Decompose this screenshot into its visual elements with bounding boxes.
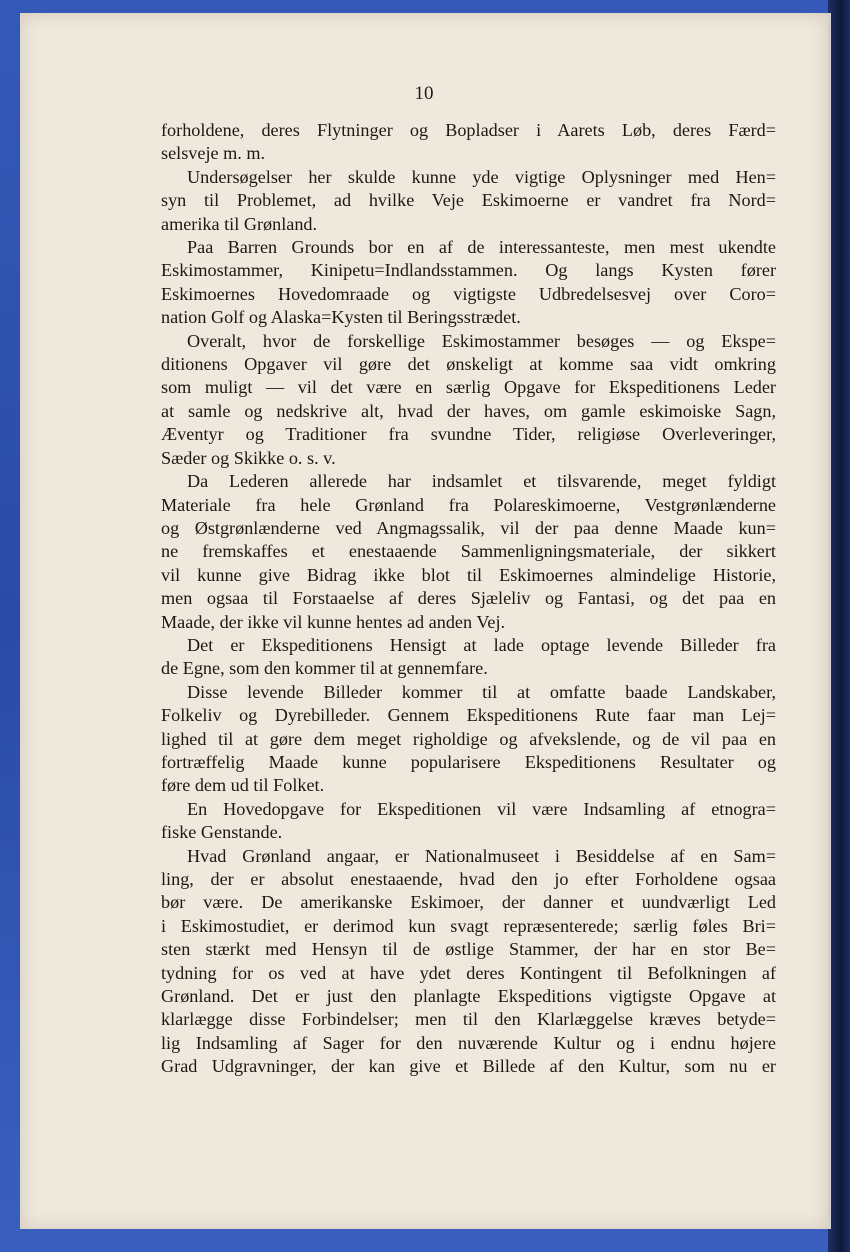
text-line: lighed til at gøre dem meget righoldige og afvekslende, og de vil paa en <box>161 728 776 749</box>
text-line: som muligt — vil det være en særlig Opgave for Ekspeditionens Leder <box>161 377 776 398</box>
paragraph <box>161 330 776 470</box>
text-line: ditionens Opgaver vil gøre det ønskeligt at komme saa vidt omkring <box>161 354 776 375</box>
text-line: Overalt, hvor de forskellige Eskimostammer besøges — og Ekspe= <box>187 330 776 351</box>
text-line: nation Golf og Alaska=Kysten til Beringsstrædet. <box>161 307 521 328</box>
book-spine <box>828 0 850 1252</box>
text-line: sten stærkt med Hensyn til de østlige Stammer, der har en stor Be= <box>161 939 776 960</box>
text-line: selsveje m. m. <box>161 143 266 164</box>
text-line: Æventyr og Traditioner fra svundne Tider, religiøse Overleveringer, <box>161 424 776 445</box>
text-line: vil kunne give Bidrag ikke blot til Eskimoernes almindelige Historie, <box>161 564 776 585</box>
body-text <box>161 119 776 1079</box>
text-line: Disse levende Billeder kommer til at omfatte baade Landskaber, <box>187 681 776 702</box>
text-line: de Egne, som den kommer til at gennemfare. <box>161 658 488 679</box>
paragraph <box>161 119 776 166</box>
text-line: ling, der er absolut enestaaende, hvad den jo efter Forholdene ogsaa <box>161 869 776 889</box>
text-line: og Østgrønlænderne ved Angmagssalik, vil der paa denne Maade kun= <box>161 517 776 538</box>
paragraph <box>161 845 776 1079</box>
text-line: Hvad Grønland angaar, er Nationalmuseet i Besiddelse af en Sam= <box>187 845 776 866</box>
text-line: Grad Udgravninger, der kan give et Billede af den Kultur, som nu er <box>161 1056 776 1077</box>
text-line: lig Indsamling af Sager for den nuværende Kultur og i endnu højere <box>161 1032 776 1053</box>
text-line: forholdene, deres Flytninger og Bopladser i Aarets Løb, deres Færd= <box>161 120 776 140</box>
paragraph <box>161 470 776 634</box>
text-line: Maade, der ikke vil kunne hentes ad anden Vej. <box>161 611 506 632</box>
paragraph <box>161 166 776 236</box>
text-line: syn til Problemet, ad hvilke Veje Eskimoerne er vandret fra Nord= <box>161 190 776 211</box>
text-line: føre dem ud til Folket. <box>161 775 325 796</box>
text-line: Grønland. Det er just den planlagte Ekspeditions vigtigste Opgave at <box>161 986 776 1007</box>
text-line: Materiale fra hele Grønland fra Polareskimoerne, Vestgrønlænderne <box>161 494 776 515</box>
paragraph <box>161 798 776 845</box>
text-line: Da Lederen allerede har indsamlet et tilsvarende, meget fyldigt <box>187 471 776 492</box>
text-line: ne fremskaffes et enestaaende Sammenligningsmateriale, der sikkert <box>161 541 776 562</box>
text-line: Sæder og Skikke o. s. v. <box>161 447 336 468</box>
text-line: fiske Genstande. <box>161 822 283 843</box>
paragraph <box>161 681 776 798</box>
paragraph <box>161 634 776 681</box>
page-number: 10 <box>414 83 434 104</box>
text-line: men ogsaa til Forstaaelse af deres Sjæleliv og Fantasi, og det paa en <box>161 588 776 609</box>
text-line: Undersøgelser her skulde kunne yde vigtige Oplysninger med Hen= <box>187 166 776 187</box>
text-line: Eskimoernes Hovedomraade og vigtigste Udbredelsesvej over Coro= <box>161 283 776 304</box>
book-page <box>20 13 831 1229</box>
text-line: Det er Ekspeditionens Hensigt at lade optage levende Billeder fra <box>187 634 776 655</box>
text-line: amerika til Grønland. <box>161 213 318 234</box>
text-line: En Hovedopgave for Ekspeditionen vil være Indsamling af etnogra= <box>187 798 776 819</box>
text-line: at samle og nedskrive alt, hvad der haves, om gamle eskimoiske Sagn, <box>161 400 776 421</box>
text-line: tydning for os ved at have ydet deres Kontingent til Befolkningen af <box>161 962 776 983</box>
text-line: Folkeliv og Dyrebilleder. Gennem Ekspeditionens Rute faar man Lej= <box>161 705 776 726</box>
text-line: Paa Barren Grounds bor en af de interessanteste, men mest ukendte <box>187 237 776 258</box>
text-line: bør være. De amerikanske Eskimoer, der danner et uundværligt Led <box>161 892 776 913</box>
text-line: Eskimostammer, Kinipetu=Indlandsstammen. Og langs Kysten fører <box>161 260 776 281</box>
paragraph <box>161 236 776 330</box>
text-line: i Eskimostudiet, er derimod kun svagt repræsenterede; særlig føles Bri= <box>161 915 776 936</box>
text-line: fortræffelig Maade kunne popularisere Ekspeditionens Resultater og <box>161 751 776 772</box>
text-line: klarlægge disse Forbindelser; men til den Klarlæggelse kræves betyde= <box>161 1009 776 1030</box>
